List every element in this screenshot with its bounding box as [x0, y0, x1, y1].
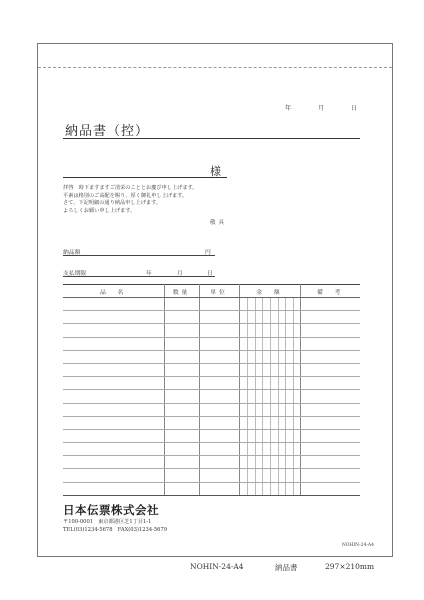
digit-divider	[293, 443, 294, 455]
digit-divider	[270, 364, 271, 376]
digit-divider	[255, 443, 256, 455]
digit-divider	[262, 417, 263, 429]
table-cell	[63, 390, 164, 403]
payment-due-year: 年	[146, 271, 152, 277]
digit-divider	[262, 443, 263, 455]
table-cell	[63, 311, 164, 324]
delivery-amount-unit: 円	[205, 250, 211, 256]
greeting-line: 拝啓 時下ますますご清栄のこととお慶び申し上げます。	[63, 185, 198, 191]
table-cell	[164, 443, 199, 456]
digit-divider	[278, 351, 279, 363]
table-cell	[239, 456, 300, 469]
table-cell	[239, 443, 300, 456]
digit-divider	[270, 469, 271, 481]
table-cell	[199, 311, 239, 324]
digit-divider	[255, 298, 256, 310]
items-table	[63, 284, 360, 496]
table-row	[63, 324, 360, 337]
table-cell	[300, 337, 360, 350]
digit-divider	[270, 430, 271, 442]
perforation-line	[38, 67, 392, 68]
digit-divider	[255, 311, 256, 323]
digit-divider	[293, 456, 294, 468]
digit-divider	[262, 324, 263, 336]
digit-divider	[285, 404, 286, 416]
footer-name: 納品書	[275, 563, 298, 572]
payment-due-day: 日	[207, 271, 213, 277]
table-cell	[300, 403, 360, 416]
table-cell	[199, 298, 239, 311]
digit-divider	[278, 404, 279, 416]
digit-divider	[293, 364, 294, 376]
table-cell	[164, 469, 199, 482]
digit-divider	[285, 311, 286, 323]
table-cell	[239, 403, 300, 416]
digit-divider	[285, 298, 286, 310]
table-cell	[63, 456, 164, 469]
table-cell	[239, 363, 300, 376]
table-cell	[164, 456, 199, 469]
table-cell	[164, 337, 199, 350]
header-item-name: 品 名	[63, 285, 164, 298]
digit-divider	[293, 483, 294, 495]
digit-divider	[255, 417, 256, 429]
table-cell	[199, 363, 239, 376]
digit-divider	[278, 311, 279, 323]
table-cell	[164, 311, 199, 324]
digit-divider	[278, 443, 279, 455]
digit-divider	[247, 377, 248, 389]
table-cell	[199, 390, 239, 403]
digit-divider	[262, 404, 263, 416]
digit-divider	[262, 456, 263, 468]
digit-divider	[270, 324, 271, 336]
digit-divider	[285, 338, 286, 350]
table-cell	[239, 469, 300, 482]
digit-divider	[270, 311, 271, 323]
table-cell	[239, 377, 300, 390]
digit-divider	[247, 417, 248, 429]
table-cell	[63, 416, 164, 429]
digit-divider	[278, 456, 279, 468]
table-row	[63, 377, 360, 390]
table-row	[63, 416, 360, 429]
date-year: 年	[285, 105, 292, 112]
date-day: 日	[351, 105, 358, 112]
table-cell	[164, 390, 199, 403]
digit-divider	[270, 404, 271, 416]
digit-divider	[293, 377, 294, 389]
digit-divider	[262, 338, 263, 350]
digit-divider	[270, 417, 271, 429]
payment-due-month: 月	[177, 271, 183, 277]
header-amount: 金 額	[239, 285, 300, 298]
table-cell	[63, 363, 164, 376]
table-cell	[63, 429, 164, 442]
table-row	[63, 456, 360, 469]
digit-divider	[255, 469, 256, 481]
table-row	[63, 469, 360, 482]
digit-divider	[270, 338, 271, 350]
table-cell	[300, 298, 360, 311]
digit-divider	[293, 390, 294, 402]
digit-divider	[255, 483, 256, 495]
digit-divider	[293, 351, 294, 363]
table-row	[63, 390, 360, 403]
table-cell	[300, 350, 360, 363]
digit-divider	[247, 483, 248, 495]
table-cell	[63, 298, 164, 311]
header-unit: 単位	[199, 285, 239, 298]
table-cell	[300, 456, 360, 469]
table-cell	[300, 377, 360, 390]
table-cell	[164, 350, 199, 363]
digit-divider	[255, 324, 256, 336]
table-cell	[199, 350, 239, 363]
table-cell	[199, 443, 239, 456]
digit-divider	[270, 298, 271, 310]
digit-divider	[278, 298, 279, 310]
company-name: 日本伝票株式会社	[63, 503, 159, 517]
table-header-row	[63, 285, 360, 298]
footer-code: NOHIN-24-A4	[190, 562, 244, 571]
payment-due-label: 支払期限	[63, 271, 87, 277]
digit-divider	[293, 298, 294, 310]
digit-divider	[255, 404, 256, 416]
payment-due-underline	[63, 276, 215, 277]
company-address: 〒100-0001 東京都港区芝1丁目1-1	[63, 519, 152, 525]
digit-divider	[262, 351, 263, 363]
table-cell	[199, 482, 239, 495]
digit-divider	[262, 298, 263, 310]
digit-divider	[262, 469, 263, 481]
table-cell	[300, 311, 360, 324]
digit-divider	[255, 456, 256, 468]
digit-divider	[270, 483, 271, 495]
digit-divider	[285, 456, 286, 468]
table-row	[63, 429, 360, 442]
table-cell	[300, 416, 360, 429]
table-cell	[164, 429, 199, 442]
digit-divider	[255, 364, 256, 376]
digit-divider	[293, 417, 294, 429]
table-cell	[63, 469, 164, 482]
digit-divider	[247, 298, 248, 310]
table-cell	[239, 416, 300, 429]
delivery-amount-underline	[63, 255, 215, 256]
table-cell	[239, 482, 300, 495]
delivery-amount-label: 納品額	[63, 250, 81, 256]
table-cell	[300, 443, 360, 456]
company-address-block	[63, 519, 167, 534]
digit-divider	[262, 390, 263, 402]
table-cell	[164, 416, 199, 429]
table-cell	[199, 403, 239, 416]
recipient-suffix: 様	[210, 165, 221, 178]
table-row	[63, 443, 360, 456]
digit-divider	[262, 377, 263, 389]
table-row	[63, 298, 360, 311]
table-row	[63, 482, 360, 495]
digit-divider	[285, 443, 286, 455]
table-cell	[199, 337, 239, 350]
table-cell	[63, 350, 164, 363]
digit-divider	[278, 364, 279, 376]
table-cell	[300, 363, 360, 376]
table-cell	[164, 403, 199, 416]
digit-divider	[262, 483, 263, 495]
digit-divider	[247, 311, 248, 323]
digit-divider	[247, 443, 248, 455]
digit-divider	[293, 469, 294, 481]
table-cell	[164, 377, 199, 390]
digit-divider	[285, 364, 286, 376]
table-cell	[300, 390, 360, 403]
table-row	[63, 350, 360, 363]
table-cell	[63, 377, 164, 390]
footer-size: 297×210mm	[325, 562, 375, 571]
greeting-line: よろしくお願い申し上げます。	[63, 207, 136, 214]
digit-divider	[270, 456, 271, 468]
table-cell	[239, 429, 300, 442]
table-row	[63, 403, 360, 416]
digit-divider	[285, 377, 286, 389]
digit-divider	[247, 364, 248, 376]
digit-divider	[247, 430, 248, 442]
digit-divider	[278, 324, 279, 336]
digit-divider	[285, 417, 286, 429]
digit-divider	[293, 404, 294, 416]
digit-divider	[262, 364, 263, 376]
table-cell	[300, 324, 360, 337]
digit-divider	[270, 351, 271, 363]
table-cell	[63, 403, 164, 416]
greeting-line: 平素は格別のご高配を賜り、厚く御礼申し上げます。	[63, 192, 188, 199]
table-cell	[164, 324, 199, 337]
digit-divider	[278, 430, 279, 442]
table-cell	[164, 482, 199, 495]
sheet-code: NOHIN-24-A4	[341, 543, 374, 548]
digit-divider	[255, 430, 256, 442]
table-row	[63, 311, 360, 324]
table-cell	[199, 377, 239, 390]
table-cell	[300, 429, 360, 442]
table-cell	[63, 443, 164, 456]
digit-divider	[285, 324, 286, 336]
digit-divider	[278, 483, 279, 495]
table-cell	[63, 324, 164, 337]
digit-divider	[255, 377, 256, 389]
digit-divider	[278, 377, 279, 389]
table-cell	[63, 337, 164, 350]
digit-divider	[285, 390, 286, 402]
digit-divider	[247, 469, 248, 481]
table-cell	[199, 456, 239, 469]
table-cell	[199, 469, 239, 482]
digit-divider	[278, 338, 279, 350]
table-row	[63, 337, 360, 350]
digit-divider	[270, 390, 271, 402]
digit-divider	[247, 338, 248, 350]
digit-divider	[278, 417, 279, 429]
greeting-text	[63, 185, 197, 215]
digit-divider	[285, 351, 286, 363]
delivery-slip-sheet	[37, 43, 393, 557]
table-cell	[239, 350, 300, 363]
digit-divider	[247, 456, 248, 468]
digit-divider	[255, 338, 256, 350]
digit-divider	[255, 351, 256, 363]
table-cell	[164, 298, 199, 311]
date-month: 月	[318, 105, 325, 112]
table-cell	[164, 363, 199, 376]
table-cell	[300, 469, 360, 482]
digit-divider	[293, 311, 294, 323]
digit-divider	[247, 390, 248, 402]
table-cell	[239, 337, 300, 350]
table-cell	[199, 416, 239, 429]
digit-divider	[255, 390, 256, 402]
header-quantity: 数量	[164, 285, 199, 298]
digit-divider	[247, 324, 248, 336]
table-cell	[239, 311, 300, 324]
table-cell	[239, 298, 300, 311]
table-cell	[199, 324, 239, 337]
digit-divider	[262, 311, 263, 323]
digit-divider	[293, 338, 294, 350]
table-cell	[199, 429, 239, 442]
closing-word: 敬具	[210, 220, 228, 226]
company-tel-fax: TEL(03)1234-5678 FAX(03)1234-5679	[63, 526, 168, 533]
digit-divider	[247, 404, 248, 416]
title-underline	[63, 138, 360, 139]
digit-divider	[270, 443, 271, 455]
recipient-underline	[63, 177, 227, 178]
digit-divider	[293, 430, 294, 442]
table-row	[63, 363, 360, 376]
table-cell	[63, 482, 164, 495]
digit-divider	[262, 430, 263, 442]
digit-divider	[285, 430, 286, 442]
digit-divider	[247, 351, 248, 363]
table-cell	[300, 482, 360, 495]
table-cell	[239, 324, 300, 337]
greeting-line: さて、下記明細の通り納品申し上げます。	[63, 200, 162, 207]
digit-divider	[270, 377, 271, 389]
digit-divider	[285, 483, 286, 495]
digit-divider	[278, 390, 279, 402]
digit-divider	[278, 469, 279, 481]
table-cell	[239, 390, 300, 403]
header-remarks: 備 考	[300, 285, 360, 298]
document-title: 納品書（控）	[65, 124, 150, 139]
digit-divider	[293, 324, 294, 336]
digit-divider	[285, 469, 286, 481]
